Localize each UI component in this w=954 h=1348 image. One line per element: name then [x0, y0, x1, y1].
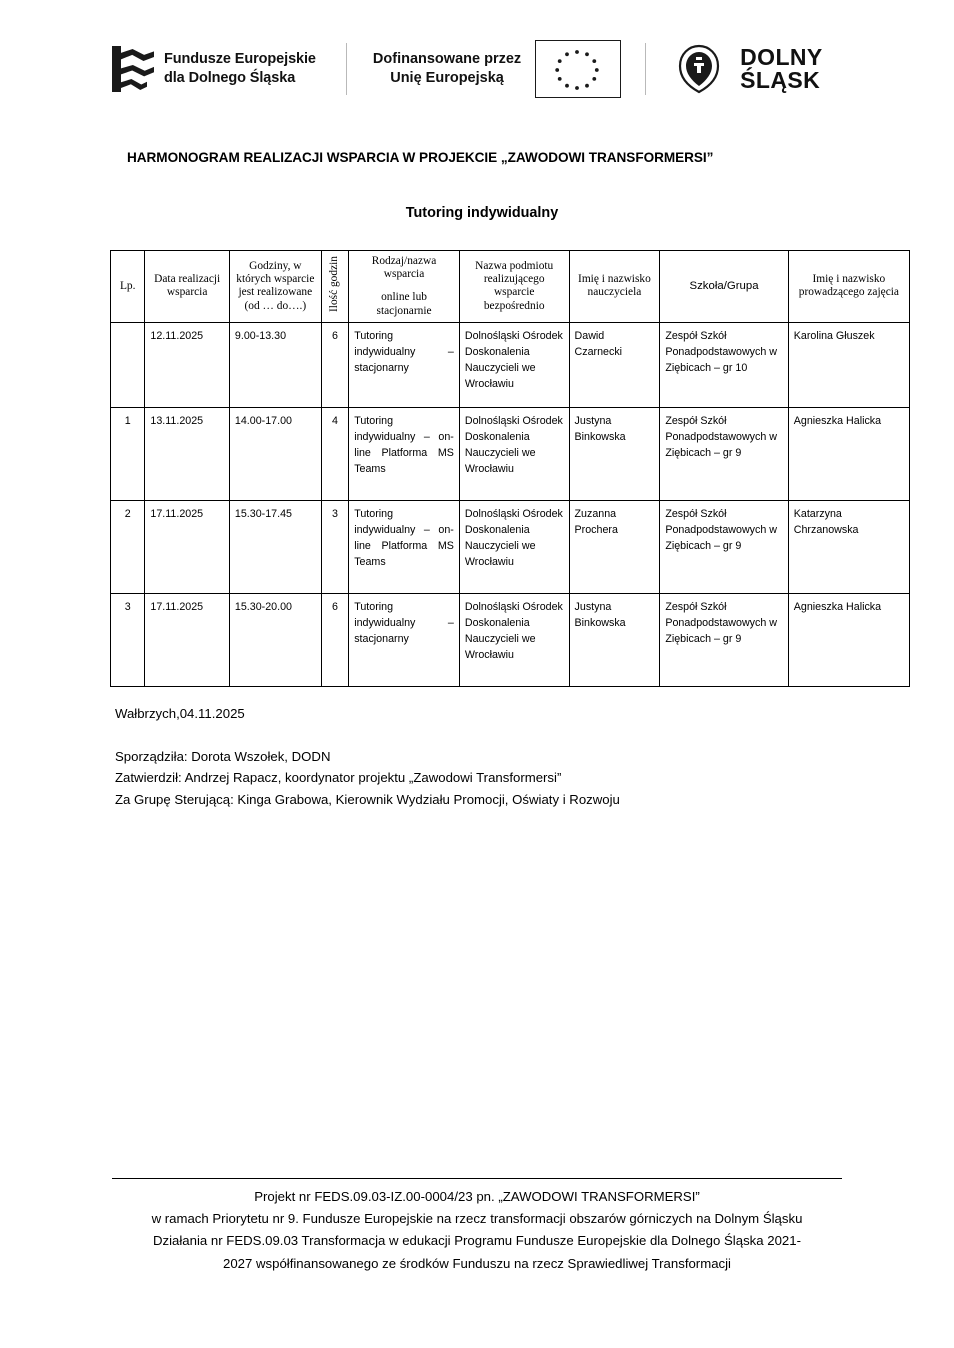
cell-school: Zespół Szkół Ponadpodstawowych w Ziębicach – gr 9: [660, 500, 788, 593]
cell-kind: Tutoring indywidualny – on-line Platforma MS Teams: [349, 407, 460, 500]
logo-fundusze-europejskie: [112, 46, 316, 92]
approved-by-line: Zatwierdził: Andrzej Rapacz, koordynator projektu „Zawodowi Transformersi”: [115, 770, 562, 786]
cell-hours: 9.00-13.30: [229, 322, 321, 407]
column-header-org: Nazwa podmiotu realizującego wsparcie bezpośrednio: [459, 251, 569, 323]
column-header-lead: Imię i nazwisko prowadzącego zajęcia: [788, 251, 909, 323]
steering-group-line: Za Grupę Sterującą: Kinga Grabowa, Kierownik Wydziału Promocji, Oświaty i Rozwoju: [115, 791, 620, 807]
cell-qty: 6: [321, 322, 348, 407]
cell-teacher: Dawid Czarnecki: [569, 322, 660, 407]
table-row: [111, 407, 910, 500]
cell-lp: 1: [111, 407, 145, 500]
cell-date: 17.11.2025: [145, 500, 230, 593]
cell-org: Dolnośląski Ośrodek Doskonalenia Nauczycieli we Wrocławiu: [459, 500, 569, 593]
eagle-crest-icon: [672, 42, 728, 96]
polish-flag-waves-icon: [112, 46, 154, 92]
column-header-qty: [321, 251, 348, 323]
footer-line-1: Projekt nr FEDS.09.03-IZ.00-0004/23 pn. „ZAWODOWI TRANSFORMERSI”: [254, 1189, 700, 1204]
place-and-date: Wałbrzych,04.11.2025: [115, 706, 245, 721]
prepared-by-line: Sporządziła: Dorota Wszołek, DODN: [115, 749, 331, 764]
cell-qty: 4: [321, 407, 348, 500]
logo-feds-line1: Fundusze Europejskie: [164, 51, 316, 68]
cell-date: 12.11.2025: [145, 322, 230, 407]
column-header-kind: [349, 251, 460, 323]
column-header-qty-label: Ilość godzin: [328, 256, 341, 313]
table-header: [111, 251, 910, 323]
footer-divider: [112, 1178, 842, 1179]
table-header-row: [111, 251, 910, 323]
eu-flag-icon: [535, 40, 621, 98]
logo-feds-text: [164, 50, 316, 87]
logo-european-union: [373, 40, 621, 98]
cell-org: Dolnośląski Ośrodek Doskonalenia Nauczycieli we Wrocławiu: [459, 322, 569, 407]
cell-teacher: Justyna Binkowska: [569, 407, 660, 500]
cell-school: Zespół Szkół Ponadpodstawowych w Ziębicach – gr 9: [660, 407, 788, 500]
cell-lead: Katarzyna Chrzanowska: [788, 500, 909, 593]
logo-bar: [112, 34, 852, 104]
logo-divider-2: [645, 43, 646, 95]
page-title: HARMONOGRAM REALIZACJI WSPARCIA W PROJEKCIE „ZAWODOWI TRANSFORMERSI”: [127, 150, 714, 165]
cell-lead: Agnieszka Halicka: [788, 593, 909, 686]
cell-kind: Tutoring indywidualny – stacjonarny: [349, 593, 460, 686]
column-header-hours: Godziny, w których wsparcie jest realizowane (od … do….): [229, 251, 321, 323]
table-row: [111, 500, 910, 593]
column-header-lp: Lp.: [111, 251, 145, 323]
cell-org: Dolnośląski Ośrodek Doskonalenia Nauczycieli we Wrocławiu: [459, 407, 569, 500]
footer-line-2: w ramach Priorytetu nr 9. Fundusze Europejskie na rzecz transformacji obszarów górniczych na Dolnym Śląsku: [151, 1211, 803, 1227]
column-header-kind-label: Rodzaj/nazwa wsparcia: [371, 255, 437, 281]
column-header-school: Szkoła/Grupa: [660, 251, 788, 323]
column-header-date: Data realizacji wsparcia: [145, 251, 230, 323]
table-row: [111, 593, 910, 686]
column-header-teacher: Imię i nazwisko nauczyciela: [569, 251, 660, 323]
cell-school: Zespół Szkół Ponadpodstawowych w Ziębicach – gr 9: [660, 593, 788, 686]
logo-feds-line2: dla Dolnego Śląska: [164, 70, 296, 86]
cell-hours: 14.00-17.00: [229, 407, 321, 500]
cell-kind: Tutoring indywidualny – on-line Platforma MS Teams: [349, 500, 460, 593]
cell-kind: Tutoring indywidualny – stacjonarny: [349, 322, 460, 407]
logo-ds-text: [740, 43, 823, 93]
column-header-kind-sublabel: online lub stacjonarnie: [376, 291, 432, 317]
cell-qty: 6: [321, 593, 348, 686]
cell-hours: 15.30-17.45: [229, 500, 321, 593]
footer-text: [92, 1186, 862, 1275]
cell-date: 17.11.2025: [145, 593, 230, 686]
cell-teacher: Zuzanna Prochera: [569, 500, 660, 593]
cell-school: Zespół Szkół Ponadpodstawowych w Ziębicach – gr 10: [660, 322, 788, 407]
footer-line-4: 2027 współfinansowanego ze środków Funduszu na rzecz Sprawiedliwej Transformacji: [223, 1255, 731, 1271]
schedule-table: [110, 250, 910, 687]
logo-dolny-slask: [672, 42, 823, 96]
cell-lp: 3: [111, 593, 145, 686]
page-subtitle: Tutoring indywidualny: [405, 205, 559, 221]
cell-hours: 15.30-20.00: [229, 593, 321, 686]
signature-block: [115, 746, 620, 810]
logo-eu-line2: Unię Europejską: [390, 70, 504, 86]
logo-ds-line1: DOLNY: [740, 43, 823, 70]
cell-lead: Karolina Głuszek: [788, 322, 909, 407]
cell-org: Dolnośląski Ośrodek Doskonalenia Nauczycieli we Wrocławiu: [459, 593, 569, 686]
logo-ds-line2: ŚLĄSK: [740, 67, 821, 93]
footer-line-3: Działania nr FEDS.09.03 Transformacja w edukacji Programu Fundusze Europejskie dla Dolnego Śląska 2021-: [153, 1233, 801, 1249]
logo-eu-text: [373, 50, 521, 87]
eu-stars-circle-icon: [536, 41, 618, 95]
logo-divider: [346, 43, 347, 95]
table-body: [111, 322, 910, 686]
table-row: [111, 322, 910, 407]
logo-eu-line1: Dofinansowane przez: [372, 51, 522, 68]
cell-lead: Agnieszka Halicka: [788, 407, 909, 500]
cell-qty: 3: [321, 500, 348, 593]
cell-lp: 2: [111, 500, 145, 593]
cell-lp: [111, 322, 145, 407]
cell-date: 13.11.2025: [145, 407, 230, 500]
cell-teacher: Justyna Binkowska: [569, 593, 660, 686]
